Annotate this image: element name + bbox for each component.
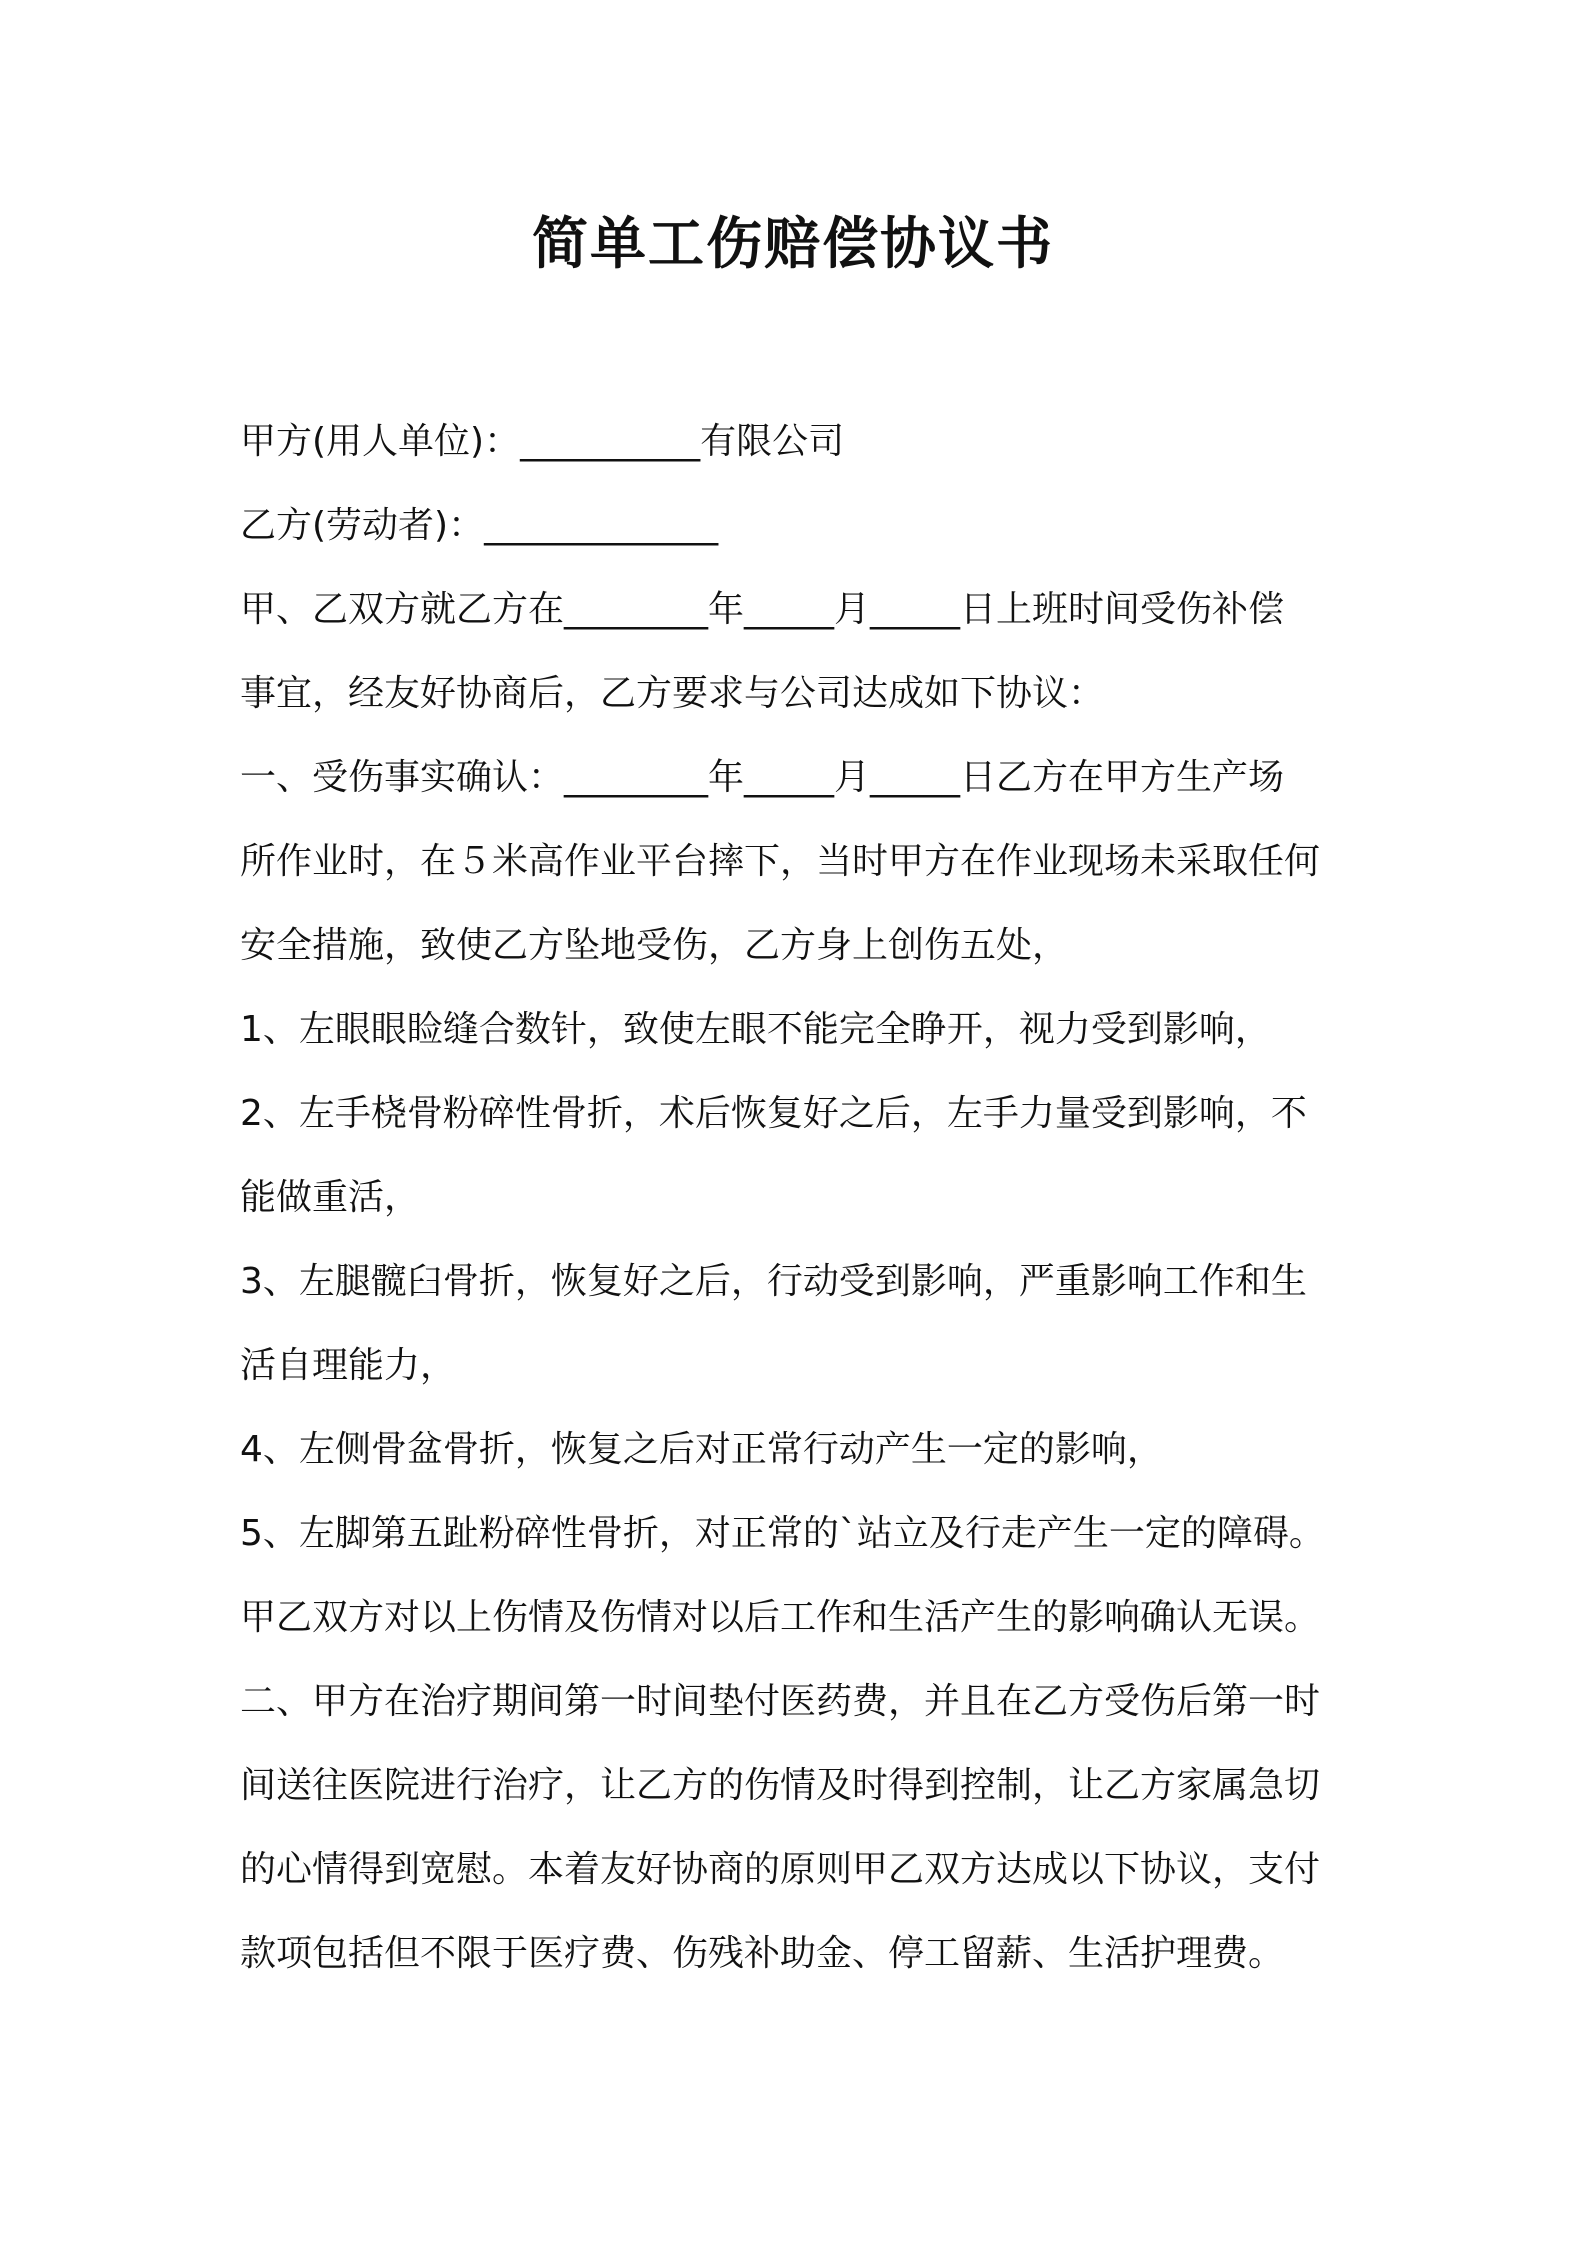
- paragraph-line: 甲、乙双方就乙方在________年_____月_____日上班时间受伤补偿: [240, 589, 1285, 630]
- injury-item-5: 5、左脚第五趾粉碎性骨折，对正常的`站立及行走产生一定的障碍。: [240, 1513, 1325, 1554]
- document-title: 简单工伤赔偿协议书: [532, 212, 1054, 277]
- paragraph-line: 二、甲方在治疗期间第一时间垫付医药费，并且在乙方受伤后第一时: [240, 1681, 1321, 1722]
- paragraph-line: 所作业时，在５米高作业平台摔下，当时甲方在作业现场未采取任何: [240, 841, 1321, 882]
- paragraph-line: 的心情得到宽慰。本着友好协商的原则甲乙双方达成以下协议，支付: [240, 1849, 1321, 1890]
- paragraph-line: 安全措施，致使乙方坠地受伤，乙方身上创伤五处，: [240, 925, 1069, 966]
- injury-item-3: 3、左腿髋臼骨折，恢复好之后，行动受到影响，严重影响工作和生: [240, 1261, 1307, 1302]
- paragraph-line: 间送往医院进行治疗，让乙方的伤情及时得到控制，让乙方家属急切: [240, 1765, 1321, 1806]
- paragraph-line: 一、受伤事实确认：________年_____月_____日乙方在甲方生产场: [240, 757, 1285, 798]
- injury-item-1: 1、左眼眼睑缝合数针，致使左眼不能完全睁开，视力受到影响，: [240, 1009, 1271, 1050]
- injury-item-2-cont: 能做重活，: [240, 1177, 421, 1218]
- injury-item-4: 4、左侧骨盆骨折，恢复之后对正常行动产生一定的影响，: [240, 1429, 1163, 1470]
- paragraph-line: 事宜，经友好协商后，乙方要求与公司达成如下协议：: [240, 673, 1105, 714]
- injury-item-2: 2、左手桡骨粉碎性骨折，术后恢复好之后，左手力量受到影响，不: [240, 1093, 1307, 1134]
- party-b-line: 乙方(劳动者)：_____________: [240, 505, 719, 546]
- paragraph-line: 款项包括但不限于医疗费、伤残补助金、停工留薪、生活护理费。: [240, 1933, 1285, 1974]
- confirmation-line: 甲乙双方对以上伤情及伤情对以后工作和生活产生的影响确认无误。: [240, 1597, 1321, 1638]
- injury-item-3-cont: 活自理能力，: [240, 1345, 457, 1386]
- party-a-line: 甲方(用人单位)：__________有限公司: [240, 421, 845, 462]
- document-body: [240, 400, 1360, 1996]
